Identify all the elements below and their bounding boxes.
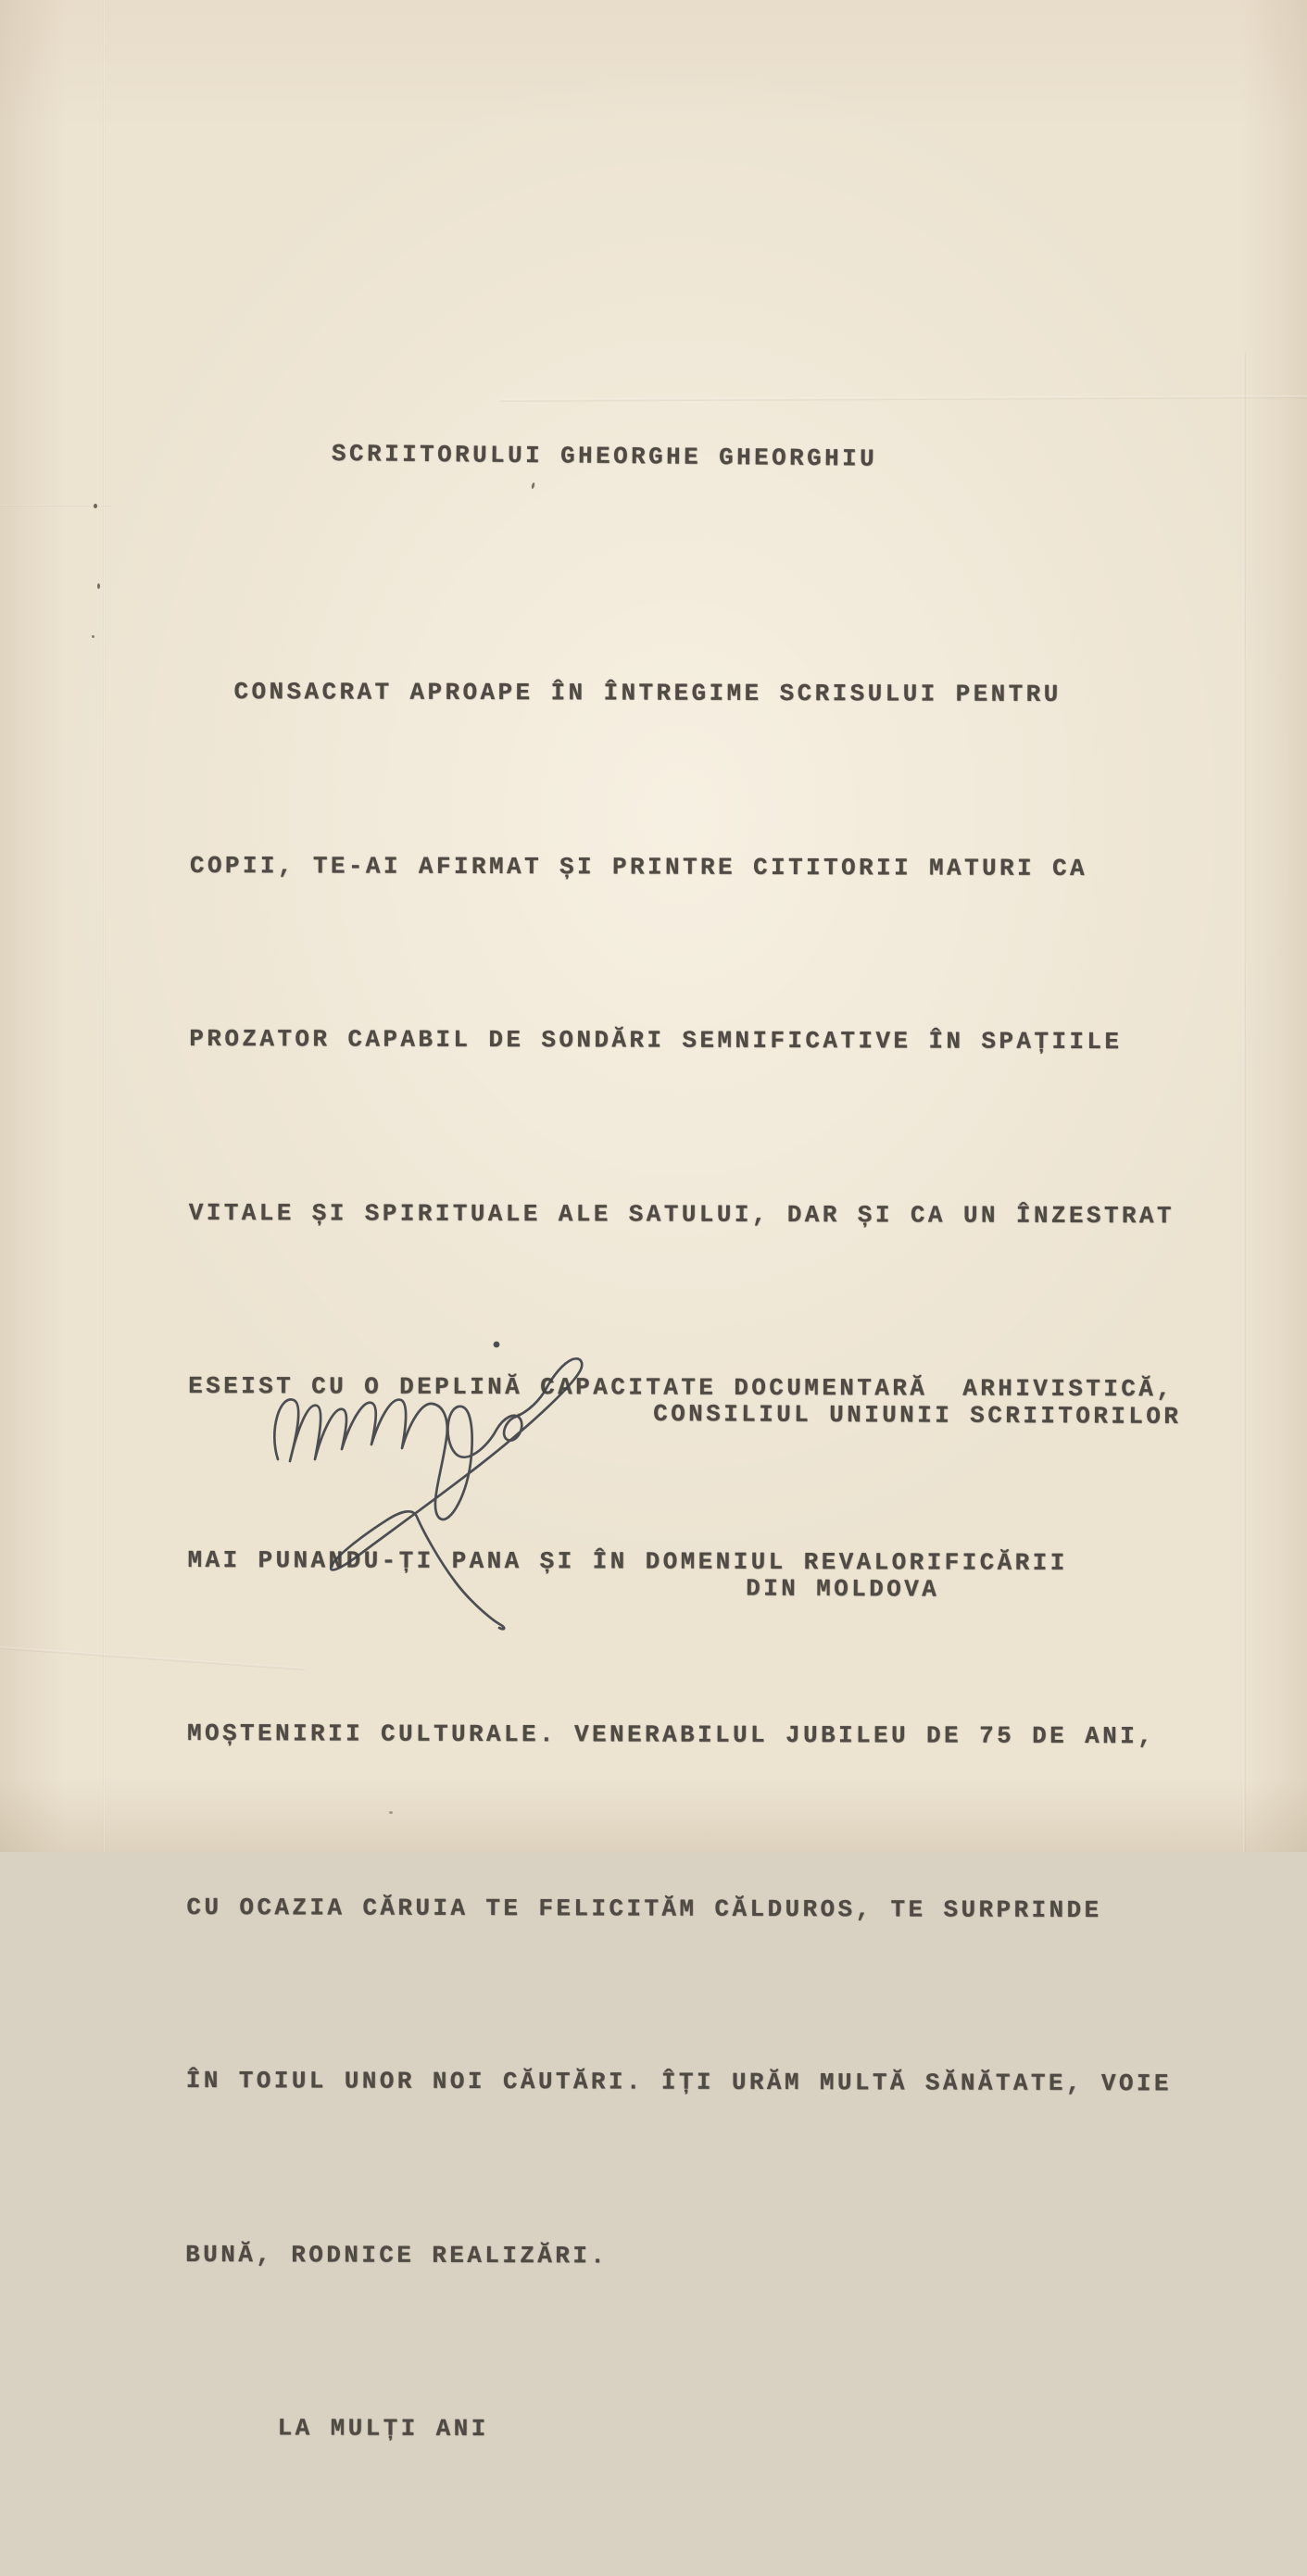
typed-line: ÎN TOIUL UNOR NOI CĂUTĂRI. ÎȚI URĂM MULTĂ SĂNĂTATE, VOIE	[185, 2066, 1172, 2098]
signer-org-line: DIN MOLDOVA	[746, 1574, 940, 1604]
signer-org-line: CONSILIUL UNIUNII SCRIITORILOR	[653, 1399, 1182, 1431]
paper-crease-left-edge	[0, 505, 111, 506]
typed-line: ESEIST CU O DEPLINĂ CAPACITATE DOCUMENTARĂ ARHIVISTICĂ,	[188, 1371, 1175, 1404]
letter-title: SCRIITORULUI GHEORGHE GHEORGHIU	[331, 440, 878, 473]
typed-line: VITALE ȘI SPIRITUALE ALE SATULUI, DAR ȘI CA UN ÎNZESTRAT	[188, 1198, 1175, 1230]
letter-closing: LA MULȚI ANI	[277, 2414, 489, 2444]
ink-speck	[94, 504, 97, 508]
paper-crease-vertical-right	[1243, 352, 1246, 1852]
handwritten-signature-icon	[232, 1296, 621, 1667]
typed-line: MOȘTENIRII CULTURALE. VENERABILUL JUBILEU DE 75 DE ANI,	[186, 1719, 1156, 1751]
paper-crease-vertical-left	[103, 0, 106, 1852]
typed-line: PROZATOR CAPABIL DE SONDĂRI SEMNIFICATIVE ÎN SPAȚIILE	[189, 1024, 1123, 1057]
ink-speck	[97, 583, 100, 589]
typed-line: COPII, TE-AI AFIRMAT ȘI PRINTRE CITITORII MATURI CA	[189, 851, 1088, 882]
typed-line: MAI PUNANDU-ȚI PANA ȘI ÎN DOMENIUL REVALORIFICĂRII	[187, 1545, 1068, 1577]
signature-ink-dot	[494, 1342, 500, 1348]
ink-speck	[92, 635, 94, 638]
typed-line: CONSACRAT APROAPE ÎN ÎNTREGIME SCRISULUI PENTRU	[233, 678, 1062, 708]
signer-organization	[651, 1269, 1182, 1735]
typed-line: CU OCAZIA CĂRUIA TE FELICITĂM CĂLDUROS, TE SURPRINDE	[186, 1893, 1102, 1924]
signature-stroke	[274, 1358, 582, 1629]
paper-crease-horizontal-top	[500, 395, 1307, 402]
typed-line: BUNĂ, RODNICE REALIZĂRI.	[185, 2240, 609, 2270]
